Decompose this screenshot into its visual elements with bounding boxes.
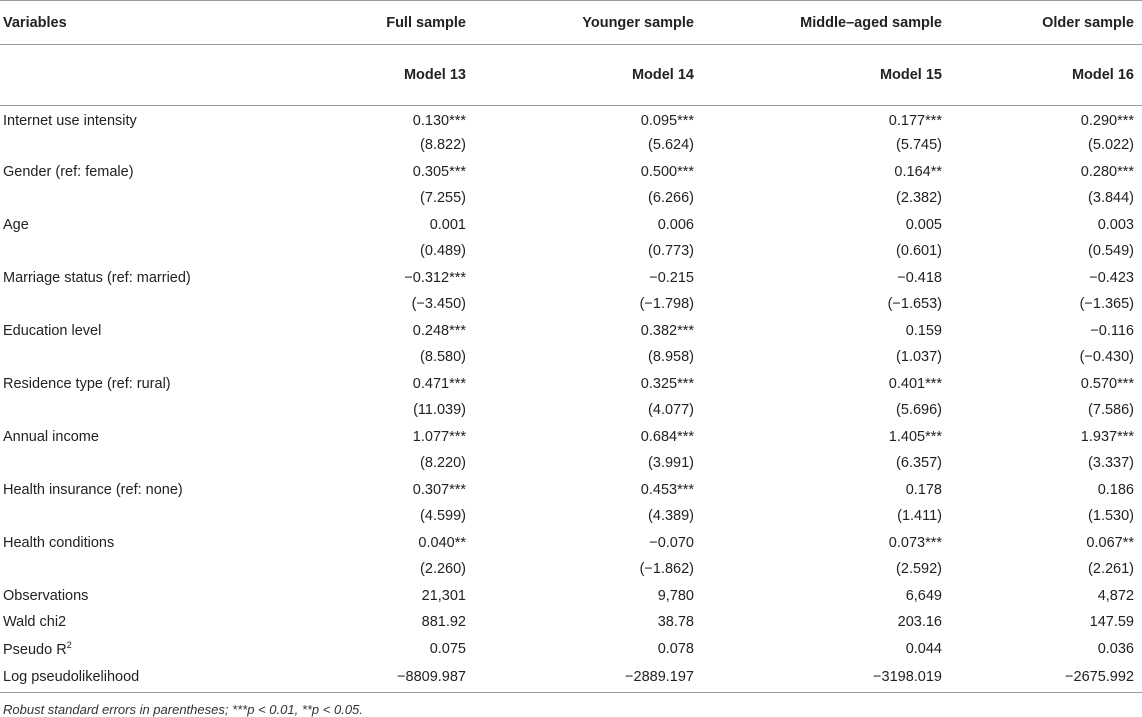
cell-value: (8.822) [420, 137, 466, 154]
header-variables: Variables [0, 1, 296, 45]
cell-value: (1.037) [896, 349, 942, 366]
row-label: Age [3, 216, 29, 233]
header-full-sample: Full sample [296, 1, 474, 45]
table-footnote: Robust standard errors in parentheses; ***p < 0.01, **p < 0.05. [3, 702, 363, 717]
table-row [0, 450, 1142, 477]
cell-value: (4.599) [420, 508, 466, 525]
cell-value: (5.022) [1088, 137, 1134, 154]
cell-value: (0.549) [1088, 243, 1134, 260]
table-row [0, 636, 1142, 663]
table-row [0, 318, 1142, 345]
cell-value: 0.500*** [640, 163, 694, 180]
cell-value: −0.215 [649, 269, 694, 286]
cell-value: (5.624) [648, 137, 694, 154]
cell-value: 9,780 [657, 587, 694, 604]
model-row [0, 45, 1142, 106]
cell-value: 1.405*** [888, 428, 942, 445]
row-label [0, 238, 296, 265]
cell-value: (−1.653) [887, 296, 942, 313]
model-16-label: Model 16 [950, 45, 1142, 106]
model-14-label: Model 14 [474, 45, 702, 106]
model-15-label: Model 15 [702, 45, 950, 106]
table-row [0, 106, 1142, 133]
cell-value: (8.958) [648, 349, 694, 366]
table-row [0, 159, 1142, 186]
cell-value: 0.307*** [412, 481, 466, 498]
table-row [0, 238, 1142, 265]
row-label [0, 556, 296, 583]
cell-value: 0.073*** [888, 534, 942, 551]
table-row [0, 609, 1142, 636]
cell-value: (5.745) [896, 137, 942, 154]
row-label: Observations [3, 587, 89, 604]
row-label: Wald chi2 [3, 614, 67, 631]
header-row [0, 1, 1142, 45]
cell-value: (3.337) [1088, 455, 1134, 472]
row-label [0, 397, 296, 424]
cell-value: 0.178 [905, 481, 942, 498]
cell-value: (6.266) [648, 190, 694, 207]
table-row [0, 212, 1142, 239]
cell-value: 0.044 [905, 640, 942, 657]
cell-value: 881.92 [421, 614, 466, 631]
table-row [0, 265, 1142, 292]
row-label [0, 291, 296, 318]
cell-value: 0.078 [657, 640, 694, 657]
cell-value: 0.382*** [640, 322, 694, 339]
header-younger-sample: Younger sample [474, 1, 702, 45]
cell-value: (8.220) [420, 455, 466, 472]
cell-value: 0.067** [1086, 534, 1134, 551]
cell-value: 1.077*** [412, 428, 466, 445]
cell-value: 0.164** [894, 163, 942, 180]
cell-value: (6.357) [896, 455, 942, 472]
cell-value: (2.382) [896, 190, 942, 207]
cell-value: 0.570*** [1080, 375, 1134, 392]
cell-value: (3.991) [648, 455, 694, 472]
cell-value: 0.130*** [412, 113, 466, 129]
cell-value: −2675.992 [950, 662, 1142, 693]
cell-value: 0.177*** [888, 113, 942, 129]
cell-value: 203.16 [897, 614, 942, 631]
cell-value: 0.036 [1097, 640, 1134, 657]
table-row [0, 185, 1142, 212]
cell-value: (0.601) [896, 243, 942, 260]
cell-value: (4.077) [648, 402, 694, 419]
cell-value: 0.305*** [412, 163, 466, 180]
row-label: Log pseudolikelihood [0, 662, 296, 693]
model-row-spacer [0, 45, 296, 106]
row-label [0, 185, 296, 212]
table-row [0, 291, 1142, 318]
cell-value: −3198.019 [702, 662, 950, 693]
cell-value: (0.489) [420, 243, 466, 260]
table-row [0, 477, 1142, 504]
table-row [0, 344, 1142, 371]
model-13-label: Model 13 [296, 45, 474, 106]
row-label [0, 132, 296, 159]
cell-value: (2.592) [896, 561, 942, 578]
cell-value: 0.401*** [888, 375, 942, 392]
row-label: Marriage status (ref: married) [3, 269, 191, 286]
cell-value: (−3.450) [411, 296, 466, 313]
cell-value: 0.075 [429, 640, 466, 657]
table-row [0, 583, 1142, 610]
cell-value: 0.471*** [412, 375, 466, 392]
cell-value: (1.411) [897, 508, 942, 525]
cell-value: (−1.365) [1079, 296, 1134, 313]
cell-value: 0.280*** [1080, 163, 1134, 180]
cell-value: 0.095*** [640, 113, 694, 129]
row-label [0, 450, 296, 477]
cell-value: 0.003 [1097, 216, 1134, 233]
cell-value: (7.255) [420, 190, 466, 207]
cell-value: (1.530) [1088, 508, 1134, 525]
cell-value: 0.005 [905, 216, 942, 233]
row-label: Education level [3, 322, 102, 339]
cell-value: 0.001 [429, 216, 466, 233]
row-label [0, 344, 296, 371]
row-label: Annual income [3, 428, 99, 445]
table-body [0, 106, 1142, 693]
row-label [0, 503, 296, 530]
cell-value: 0.684*** [640, 428, 694, 445]
table-row [0, 556, 1142, 583]
cell-value: 147.59 [1089, 614, 1134, 631]
header-older-sample: Older sample [950, 1, 1142, 45]
cell-value: (2.260) [420, 561, 466, 578]
table-row [0, 530, 1142, 557]
cell-value: 0.159 [905, 322, 942, 339]
cell-value: (2.261) [1088, 561, 1134, 578]
cell-value: (−1.798) [639, 296, 694, 313]
cell-value: 38.78 [657, 614, 694, 631]
cell-value: −0.418 [897, 269, 942, 286]
cell-value: (0.773) [648, 243, 694, 260]
cell-value: 4,872 [1097, 587, 1134, 604]
cell-value: (−1.862) [639, 561, 694, 578]
cell-value: (11.039) [413, 402, 466, 419]
cell-value: (8.580) [420, 349, 466, 366]
table-row [0, 371, 1142, 398]
table-row [0, 424, 1142, 451]
cell-value: 0.290*** [1080, 113, 1134, 129]
cell-value: 0.248*** [412, 322, 466, 339]
cell-value: −2889.197 [474, 662, 702, 693]
table-row [0, 503, 1142, 530]
table-row [0, 397, 1142, 424]
cell-value: (−0.430) [1079, 349, 1134, 366]
cell-value: 6,649 [905, 587, 942, 604]
row-label: Residence type (ref: rural) [3, 375, 171, 392]
cell-value: 0.040** [418, 534, 466, 551]
row-label: Health conditions [3, 534, 115, 551]
cell-value: 0.006 [657, 216, 694, 233]
cell-value: −0.423 [1089, 269, 1134, 286]
cell-value: −0.116 [1090, 322, 1134, 339]
cell-value: 0.453*** [640, 481, 694, 498]
header-middle-aged-sample: Middle–aged sample [702, 1, 950, 45]
cell-value: −8809.987 [296, 662, 474, 693]
row-label-superscript: 2 [66, 639, 72, 650]
cell-value: −0.312*** [404, 269, 466, 286]
cell-value: (3.844) [1088, 190, 1134, 207]
row-label: Internet use intensity [3, 113, 137, 129]
table-row [0, 662, 1142, 693]
row-label: Gender (ref: female) [3, 163, 134, 180]
table-row [0, 132, 1142, 159]
cell-value: 1.937*** [1080, 428, 1134, 445]
cell-value: 0.325*** [640, 375, 694, 392]
cell-value: (5.696) [896, 402, 942, 419]
cell-value: (4.389) [648, 508, 694, 525]
cell-value: −0.070 [649, 534, 694, 551]
row-label: Pseudo $R^2$ [3, 639, 72, 658]
cell-value: 21,301 [421, 587, 466, 604]
cell-value: (7.586) [1088, 402, 1134, 419]
row-label: Health insurance (ref: none) [3, 481, 183, 498]
cell-value: 0.186 [1097, 481, 1134, 498]
